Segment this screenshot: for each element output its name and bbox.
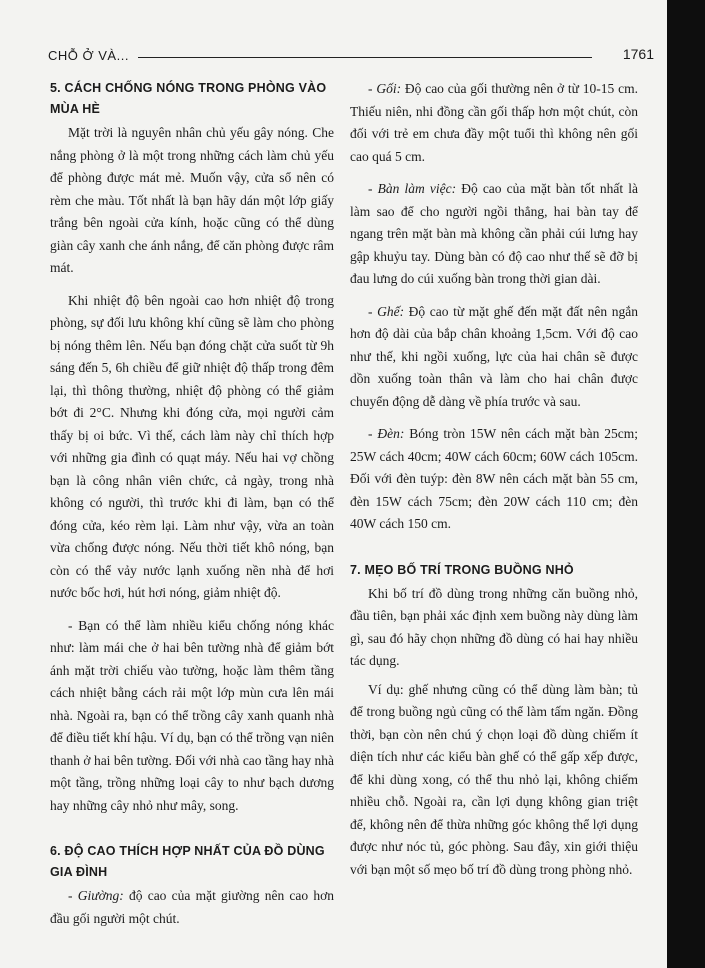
right-column xyxy=(350,78,638,891)
item-goi xyxy=(350,78,638,168)
page-edge-shadow xyxy=(667,0,705,968)
section-6-heading: 6. ĐỘ CAO THÍCH HỢP NHẤT CỦA ĐỒ DÙNG GIA ĐÌNH xyxy=(50,844,325,879)
item-term: - Ghế: xyxy=(368,303,405,319)
item-text: Độ cao của mặt bàn tốt nhất là làm sao để cho người ngồi thẳng, hai bàn tay để ngang trên mặt bàn mà không cần phải cúi lưng hay gập khuỷu tay. Dùng bàn có độ cao như thế sẽ đỡ bị đau lưng do cúi xuống bàn trong thời gian dài. xyxy=(350,181,638,286)
section-5-heading: 5. CÁCH CHỐNG NÓNG TRONG PHÒNG VÀO MÙA HÈ xyxy=(50,81,327,116)
section-5-paragraph: - Bạn có thể làm nhiều kiểu chống nóng khác như: làm mái che ở hai bên tường nhà để giảm bớt ánh mặt trời chiếu vào tường, hoặc làm thêm tầng cách nhiệt bằng cách rải một lớp mùn cưa lên mái nhà. Ngoài ra, bạn có thể trồng cây xanh quanh nhà để điều tiết khí hậu. Ví dụ, bạn có thể trồng vạn niên thanh ở hai bên tường. Đối với nhà cao tầng hay nhà một tầng, trồng những loại cây to như bạch dương hay những cây nhỏ như mây, song. xyxy=(50,617,334,813)
item-text: Độ cao của gối thường nên ở từ 10-15 cm. Thiếu niên, nhi đồng cần gối thấp hơn một chút, còn đối với trẻ em chưa đầy một tuổi thì không nên gối cao quá 5 cm. xyxy=(350,81,638,164)
item-giuong xyxy=(50,885,334,930)
item-den xyxy=(350,423,638,536)
item-ghe xyxy=(350,301,638,414)
page-number: 1761 xyxy=(622,46,654,62)
section-7-heading: 7. MẸO BỐ TRÍ TRONG BUỒNG NHỎ xyxy=(350,562,574,577)
item-text: Bóng tròn 15W nên cách mặt bàn 25cm; 25W cách 40cm; 40W cách 60cm; 60W cách 105cm. Đối với đèn tuýp: đèn 8W nên cách mặt bàn 55 cm, đèn 15W cách 75cm; đèn 20W cách 110 cm; đèn 40W cách 150 cm. xyxy=(350,426,638,531)
item-ban-lam-viec xyxy=(350,178,638,291)
section-7-paragraph: Khi bố trí đồ dùng trong những căn buồng nhỏ, đầu tiên, bạn phải xác định xem buồng này dùng làm gì, sau đó hãy chọn những đồ dùng có hai hay nhiều tác dụng. xyxy=(350,585,638,668)
page-header xyxy=(48,44,654,66)
section-5-paragraph: Khi nhiệt độ bên ngoài cao hơn nhiệt độ trong phòng, sự đối lưu không khí cũng sẽ làm cho phòng bị nóng thêm lên. Nếu bạn đóng chặt cửa suốt từ 9h sáng đến 5, 6h chiều để giữ nhiệt độ thấp trong đêm lại, thì thông thường, nhiệt độ phòng có thể giảm bớt đi 2°C. Nhưng khi đóng cửa, mọi người cảm thấy bị oi bức. Vì thế, cách làm này chỉ thích hợp với những gia đình có quạt máy. Nếu hai vợ chồng bạn là công nhân viên chức, cả ngày, trong nhà không có người, thì trước khi đi làm, bạn có thể đóng cửa, kéo rèm lại. Làm như vậy, vừa an toàn vừa chống được nóng. Nếu thời tiết khô nóng, bạn còn có thể vảy nước lạnh xuống nền nhà để hơi nước bốc hơi, hút hơi nóng, giảm nhiệt độ. xyxy=(50,292,334,600)
section-5-paragraph: Mặt trời là nguyên nhân chủ yếu gây nóng. Che nắng phòng ở là một trong những cách làm chủ yếu để phòng được mát mẻ. Muốn vậy, cửa sổ nên có rèm che màu. Tốt nhất là bạn hãy dán một lớp giấy trắng bên ngoài cửa kính, hoặc cũng có thể dùng giàn cây xanh che ánh nắng, để căn phòng được râm mát. xyxy=(50,125,334,275)
item-term: - Đèn: xyxy=(368,426,405,441)
item-term: - Gối: xyxy=(368,81,402,96)
running-title: CHỖ Ở VÀ... xyxy=(48,48,129,63)
section-7-paragraph: Ví dụ: ghế nhưng cũng có thể dùng làm bàn; tủ để trong buồng ngủ cũng có thể làm tấm ngăn. Đồng thời, bạn còn nên chú ý chọn loại đồ dùng chiếm ít diện tích như các kiểu bàn ghế có thể gấp xếp được, để khi dùng xong, có thể thu nhỏ lại, không chiếm nhiều chỗ. Ngoài ra, cần lợi dụng không gian triệt để, không nên để thừa những góc không thể lợi dụng được như nóc tủ, góc phòng. Sau đây, xin giới thiệu với bạn một số mẹo bố trí đồ dùng trong phòng nhỏ. xyxy=(350,681,638,877)
item-term: - Giường: xyxy=(68,888,124,903)
header-rule xyxy=(138,57,592,58)
left-column xyxy=(50,78,334,940)
item-text: độ cao của mặt giường nên cao hơn đầu gối người một chút. xyxy=(50,888,334,926)
item-term: - Bàn làm việc: xyxy=(368,181,457,196)
item-text: Độ cao từ mặt ghế đến mặt đất nên ngắn hơn độ dài của bắp chân khoảng 1,5cm. Với độ cao như thế, khi ngồi xuống, lực của hai chân sẽ được dồn xuống toàn thân và làm cho hai chân được chuyển động dễ dàng về phía trước và sau. xyxy=(350,303,638,409)
